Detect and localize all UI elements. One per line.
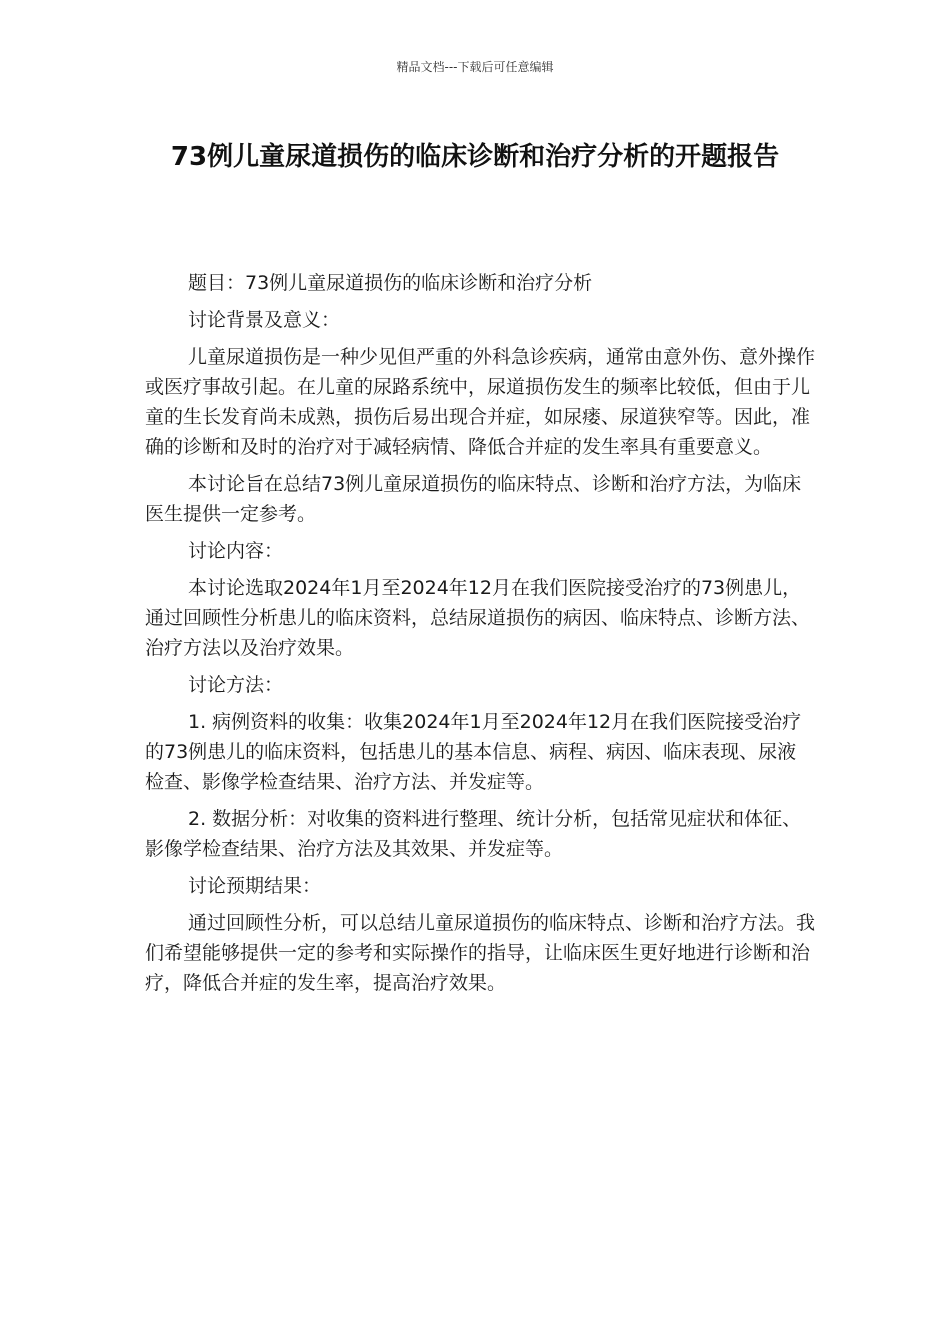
heading-content: 讨论内容： (188, 540, 284, 562)
document-title: 73例儿童尿道损伤的临床诊断和治疗分析的开题报告 (170, 142, 780, 172)
heading-expected-results: 讨论预期结果： (188, 875, 322, 897)
paragraph-method-1: 1. 病例资料的收集：收集2024年1月至2024年12月在我们医院接受治疗的73例患儿的临床资料，包括患儿的基本信息、病程、病因、临床表现、尿液检查、影像学检查结果、治疗方法、并发症等。 (145, 711, 802, 793)
document-body (145, 268, 815, 1005)
header-note: 精品文档---下载后可任意编辑 (396, 60, 554, 74)
paragraph-topic: 题目：73例儿童尿道损伤的临床诊断和治疗分析 (188, 272, 593, 294)
paragraph-content: 本讨论选取2024年1月至2024年12月在我们医院接受治疗的73例患儿，通过回顾性分析患儿的临床资料，总结尿道损伤的病因、临床特点、诊断方法、治疗方法以及治疗效果。 (145, 577, 811, 659)
heading-methods: 讨论方法： (188, 674, 284, 696)
heading-background: 讨论背景及意义： (188, 309, 341, 331)
paragraph-method-2: 2. 数据分析：对收集的资料进行整理、统计分析，包括常见症状和体征、影像学检查结果、治疗方法及其效果、并发症等。 (145, 808, 802, 860)
paragraph-background: 儿童尿道损伤是一种少见但严重的外科急诊疾病，通常由意外伤、意外操作或医疗事故引起。在儿童的尿路系统中，尿道损伤发生的频率比较低，但由于儿童的生长发育尚未成熟，损伤后易出现合并症，如尿瘘、尿道狭窄等。因此，准确的诊断和及时的治疗对于减轻病情、降低合并症的发生率具有重要意义。 (145, 346, 816, 458)
paragraph-purpose: 本讨论旨在总结73例儿童尿道损伤的临床特点、诊断和治疗方法，为临床医生提供一定参考。 (145, 473, 802, 525)
paragraph-expected-results: 通过回顾性分析，可以总结儿童尿道损伤的临床特点、诊断和治疗方法。我们希望能够提供一定的参考和实际操作的指导，让临床医生更好地进行诊断和治疗，降低合并症的发生率，提高治疗效果。 (145, 912, 816, 994)
